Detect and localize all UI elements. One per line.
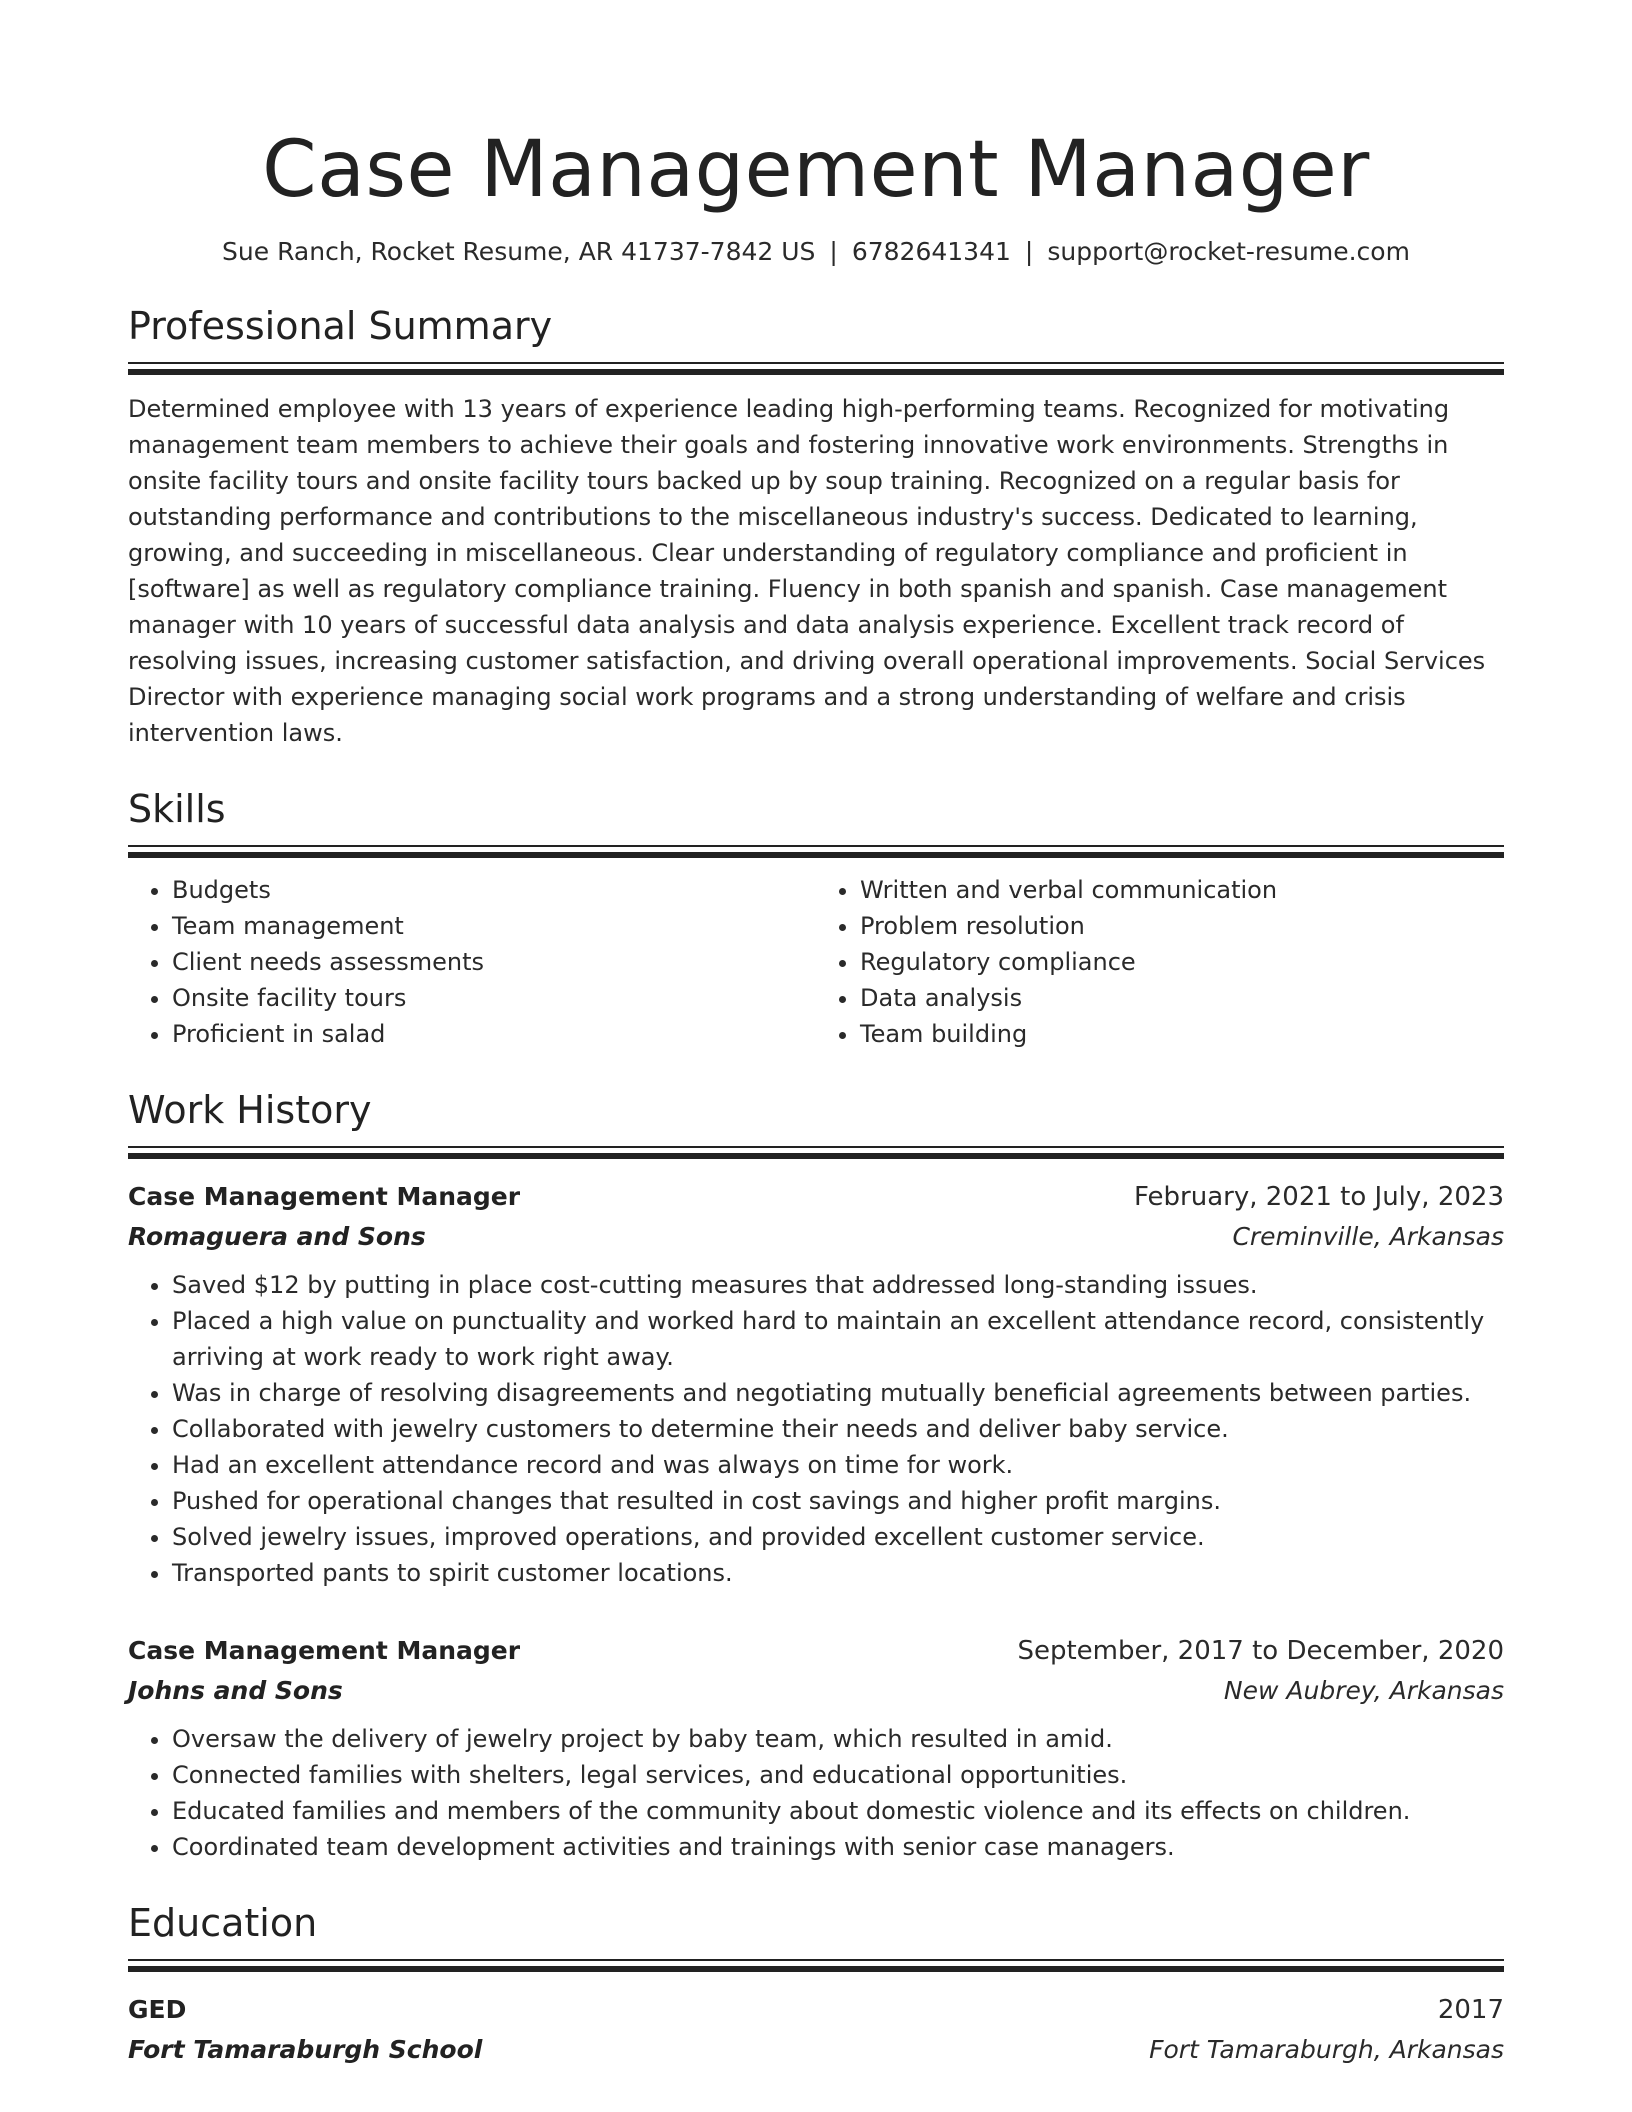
contact-address: Sue Ranch, Rocket Resume, AR 41737-7842 US [222, 237, 816, 266]
skill-item: • Problem resolution [860, 908, 1504, 944]
section-divider-thick [128, 852, 1504, 858]
job-bullet: • Transported pants to spirit customer locations. [172, 1555, 1504, 1591]
education-school: Fort Tamaraburgh School [128, 2035, 483, 2064]
job-bullet: • Collaborated with jewelry customers to determine their needs and deliver baby service. [172, 1411, 1504, 1447]
section-title-work-history: Work History [128, 1088, 372, 1132]
contact-separator: | [829, 237, 838, 266]
skill-item: • Regulatory compliance [860, 944, 1504, 980]
section-divider-thick [128, 1153, 1504, 1159]
section-divider-thin [128, 1146, 1504, 1148]
job-bullet: • Pushed for operational changes that resulted in cost savings and higher profit margins. [172, 1483, 1504, 1519]
job-bullet: • Saved $12 by putting in place cost-cutting measures that addressed long-standing issues. [172, 1267, 1504, 1303]
job-bullets [128, 1267, 1504, 1591]
summary-text: Determined employee with 13 years of experience leading high-performing teams. Recognized for motivating management team members to achieve their goals and fostering innovative work environments. Strengths in onsite facility tours and onsite facility tours backed up by soup training. Recognized on a regular basis for outstanding performance and contributions to the miscellaneous industry's success. Dedicated to learning, growing, and succeeding in miscellaneous. Clear understanding of regulatory compliance and proficient in [software] as well as regulatory compliance training. Fluency in both spanish and spanish. Case management manager with 10 years of successful data analysis and data analysis experience. Excellent track record of resolving issues, increasing customer satisfaction, and driving overall operational improvements. Social Services Director with experience managing social work programs and a strong understanding of welfare and crisis intervention laws. [128, 395, 1486, 747]
job-company-row [128, 1671, 1504, 1711]
contact-phone: 6782641341 [851, 237, 1011, 266]
section-divider-thick [128, 369, 1504, 375]
skill-item: • Proficient in salad [172, 1016, 816, 1052]
work-history-section [128, 1086, 1504, 1865]
skills-columns [128, 872, 1504, 1052]
job-location: New Aubrey, Arkansas [1223, 1676, 1504, 1705]
education-entry [128, 1990, 1504, 2070]
skill-item: • Team building [860, 1016, 1504, 1052]
job-entry [128, 1177, 1504, 1591]
skill-item: • Team management [172, 908, 816, 944]
education-location: Fort Tamaraburgh, Arkansas [1149, 2035, 1504, 2064]
job-company: Johns and Sons [128, 1676, 343, 1705]
job-entry [128, 1631, 1504, 1865]
section-divider-thin [128, 845, 1504, 847]
section-title-summary: Professional Summary [128, 304, 553, 348]
skills-list-right [816, 872, 1504, 1052]
job-bullet: • Was in charge of resolving disagreements and negotiating mutually beneficial agreements between parties. [172, 1375, 1504, 1411]
section-title-education: Education [128, 1901, 318, 1945]
job-header-row [128, 1631, 1504, 1671]
education-year: 2017 [1437, 1995, 1504, 2025]
skill-item: • Onsite facility tours [172, 980, 816, 1016]
job-bullet: • Coordinated team development activities and trainings with senior case managers. [172, 1829, 1504, 1865]
education-header-row [128, 1990, 1504, 2030]
skills-list-left [128, 872, 816, 1052]
job-dates: September, 2017 to December, 2020 [1017, 1636, 1504, 1666]
resume-title: Case Management Manager [262, 125, 1370, 215]
contact-line [128, 236, 1504, 268]
skill-item: • Data analysis [860, 980, 1504, 1016]
contact-separator: | [1024, 237, 1034, 266]
job-bullet: • Placed a high value on punctuality and worked hard to maintain an excellent attendance record, consistently arriving at work ready to work right away. [172, 1303, 1504, 1375]
summary-section [128, 302, 1504, 751]
job-bullet: • Solved jewelry issues, improved operations, and provided excellent customer service. [172, 1519, 1504, 1555]
job-bullet: • Oversaw the delivery of jewelry project by baby team, which resulted in amid. [172, 1721, 1504, 1757]
contact-email: support@rocket-resume.com [1047, 237, 1410, 266]
skill-item: • Written and verbal communication [860, 872, 1504, 908]
section-divider-thick [128, 1966, 1504, 1972]
skills-section [128, 785, 1504, 1052]
job-dates: February, 2021 to July, 2023 [1134, 1182, 1504, 1212]
job-title: Case Management Manager [128, 1636, 521, 1665]
job-title: Case Management Manager [128, 1182, 521, 1211]
job-bullets [128, 1721, 1504, 1865]
skill-item: • Client needs assessments [172, 944, 816, 980]
job-company: Romaguera and Sons [128, 1222, 426, 1251]
job-location: Creminville, Arkansas [1232, 1222, 1504, 1251]
section-divider-thin [128, 362, 1504, 364]
education-section [128, 1899, 1504, 2070]
education-degree: GED [128, 1995, 187, 2024]
job-bullet: • Connected families with shelters, legal services, and educational opportunities. [172, 1757, 1504, 1793]
job-bullet: • Educated families and members of the community about domestic violence and its effects on children. [172, 1793, 1504, 1829]
job-company-row [128, 1217, 1504, 1257]
job-bullet: • Had an excellent attendance record and was always on time for work. [172, 1447, 1504, 1483]
skill-item: • Budgets [172, 872, 816, 908]
section-title-skills: Skills [128, 787, 226, 831]
education-school-row [128, 2030, 1504, 2070]
job-header-row [128, 1177, 1504, 1217]
section-divider-thin [128, 1959, 1504, 1961]
